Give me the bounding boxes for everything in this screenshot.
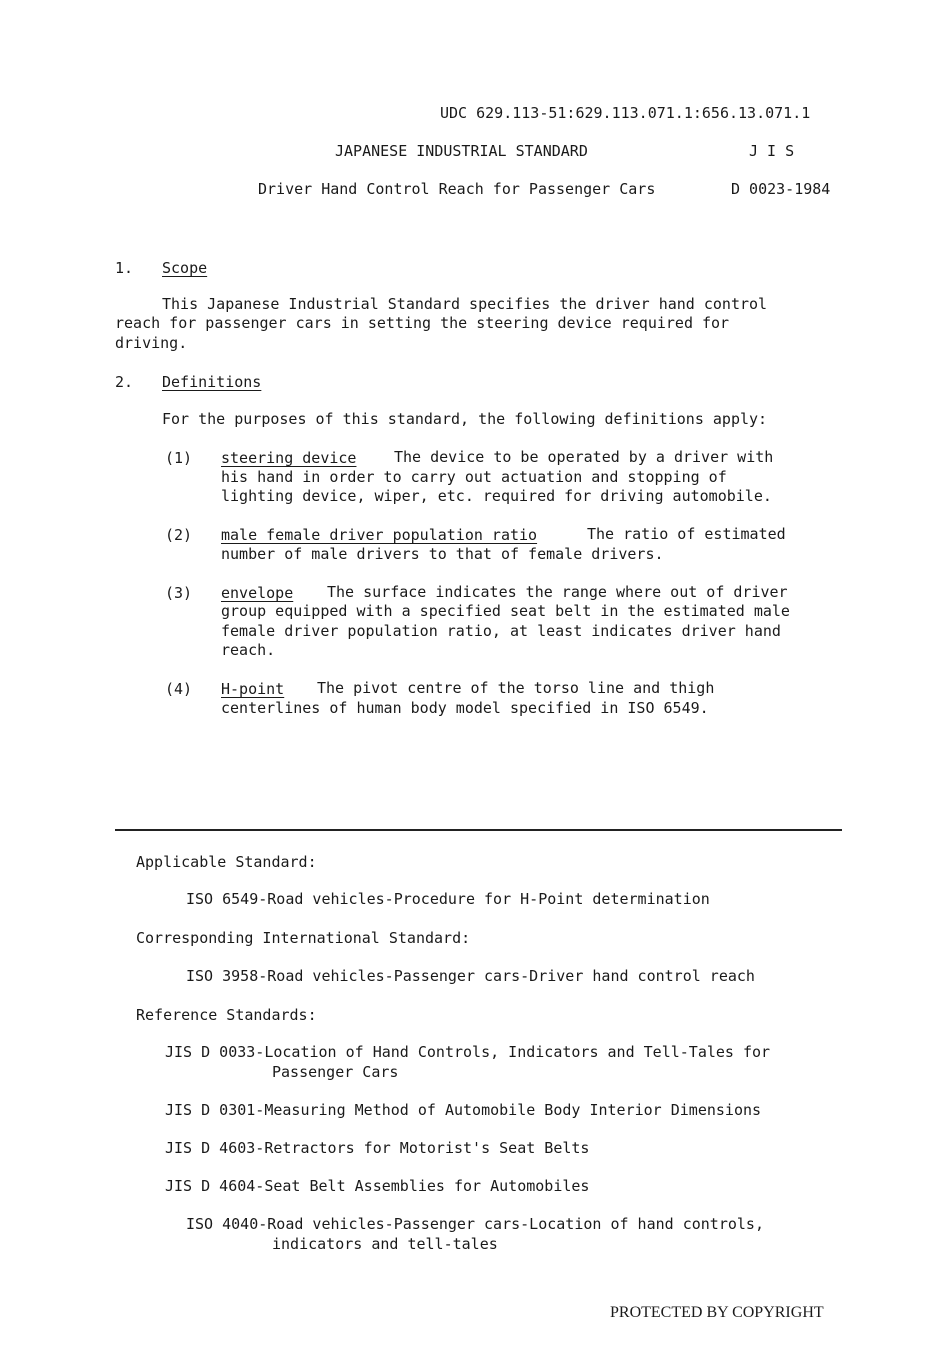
definition-text: The surface indicates the range where out of driver bbox=[327, 583, 788, 601]
definition-text: reach. bbox=[221, 641, 276, 659]
scope-line: reach for passenger cars in setting the steering device required for bbox=[115, 314, 730, 332]
copyright-notice: PROTECTED BY COPYRIGHT bbox=[610, 1304, 824, 1321]
jis-mark: J I S bbox=[749, 142, 795, 160]
definition-text: The ratio of estimated bbox=[587, 525, 786, 543]
scope-line: driving. bbox=[115, 334, 188, 352]
reference-item: JIS D 0033-Location of Hand Controls, Indicators and Tell-Tales for bbox=[165, 1043, 771, 1061]
reference-item: ISO 4040-Road vehicles-Passenger cars-Location of hand controls, bbox=[186, 1215, 764, 1233]
corresponding-standard: ISO 3958-Road vehicles-Passenger cars-Driver hand control reach bbox=[186, 967, 755, 985]
definition-text: number of male drivers to that of female drivers. bbox=[221, 545, 664, 563]
reference-item-continuation: Passenger Cars bbox=[272, 1063, 399, 1081]
reference-item: JIS D 4604-Seat Belt Assemblies for Automobiles bbox=[165, 1177, 590, 1195]
reference-item: JIS D 0301-Measuring Method of Automobile Body Interior Dimensions bbox=[165, 1101, 762, 1119]
scope-number: 1. bbox=[115, 259, 134, 277]
applicable-standard: ISO 6549-Road vehicles-Procedure for H-Point determination bbox=[186, 890, 710, 908]
definition-number: (2) bbox=[165, 526, 193, 544]
definition-number: (1) bbox=[165, 449, 193, 467]
definition-term: steering device bbox=[221, 449, 357, 467]
scope-line: This Japanese Industrial Standard specifies the driver hand control bbox=[162, 295, 768, 313]
definition-text: The pivot centre of the torso line and thigh bbox=[317, 679, 715, 697]
document-code: D 0023-1984 bbox=[731, 180, 831, 198]
standard-org: JAPANESE INDUSTRIAL STANDARD bbox=[335, 142, 588, 160]
reference-item-continuation: indicators and tell-tales bbox=[272, 1235, 498, 1253]
corresponding-standard-label: Corresponding International Standard: bbox=[136, 929, 471, 947]
definition-text: female driver population ratio, at least indicates driver hand bbox=[221, 622, 781, 640]
definitions-intro: For the purposes of this standard, the following definitions apply: bbox=[162, 410, 768, 428]
reference-item: JIS D 4603-Retractors for Motorist's Seat Belts bbox=[165, 1139, 590, 1157]
definition-text: lighting device, wiper, etc. required for driving automobile. bbox=[221, 487, 772, 505]
scope-heading: Scope bbox=[162, 259, 208, 277]
reference-standards-label: Reference Standards: bbox=[136, 1006, 317, 1024]
definition-term: H-point bbox=[221, 680, 285, 698]
definition-text: his hand in order to carry out actuation and stopping of bbox=[221, 468, 727, 486]
definition-term: male female driver population ratio bbox=[221, 526, 538, 544]
footnote-divider bbox=[115, 829, 842, 831]
definition-number: (3) bbox=[165, 584, 193, 602]
definition-text: The device to be operated by a driver with bbox=[394, 448, 774, 466]
document-title: Driver Hand Control Reach for Passenger Cars bbox=[258, 180, 656, 198]
definition-number: (4) bbox=[165, 680, 193, 698]
definition-text: centerlines of human body model specified in ISO 6549. bbox=[221, 699, 709, 717]
definition-text: group equipped with a specified seat belt in the estimated male bbox=[221, 602, 790, 620]
applicable-standard-label: Applicable Standard: bbox=[136, 853, 317, 871]
definition-term: envelope bbox=[221, 584, 294, 602]
definitions-heading: Definitions bbox=[162, 373, 262, 391]
definitions-number: 2. bbox=[115, 373, 134, 391]
udc-code: UDC 629.113-51:629.113.071.1:656.13.071.1 bbox=[440, 104, 811, 122]
